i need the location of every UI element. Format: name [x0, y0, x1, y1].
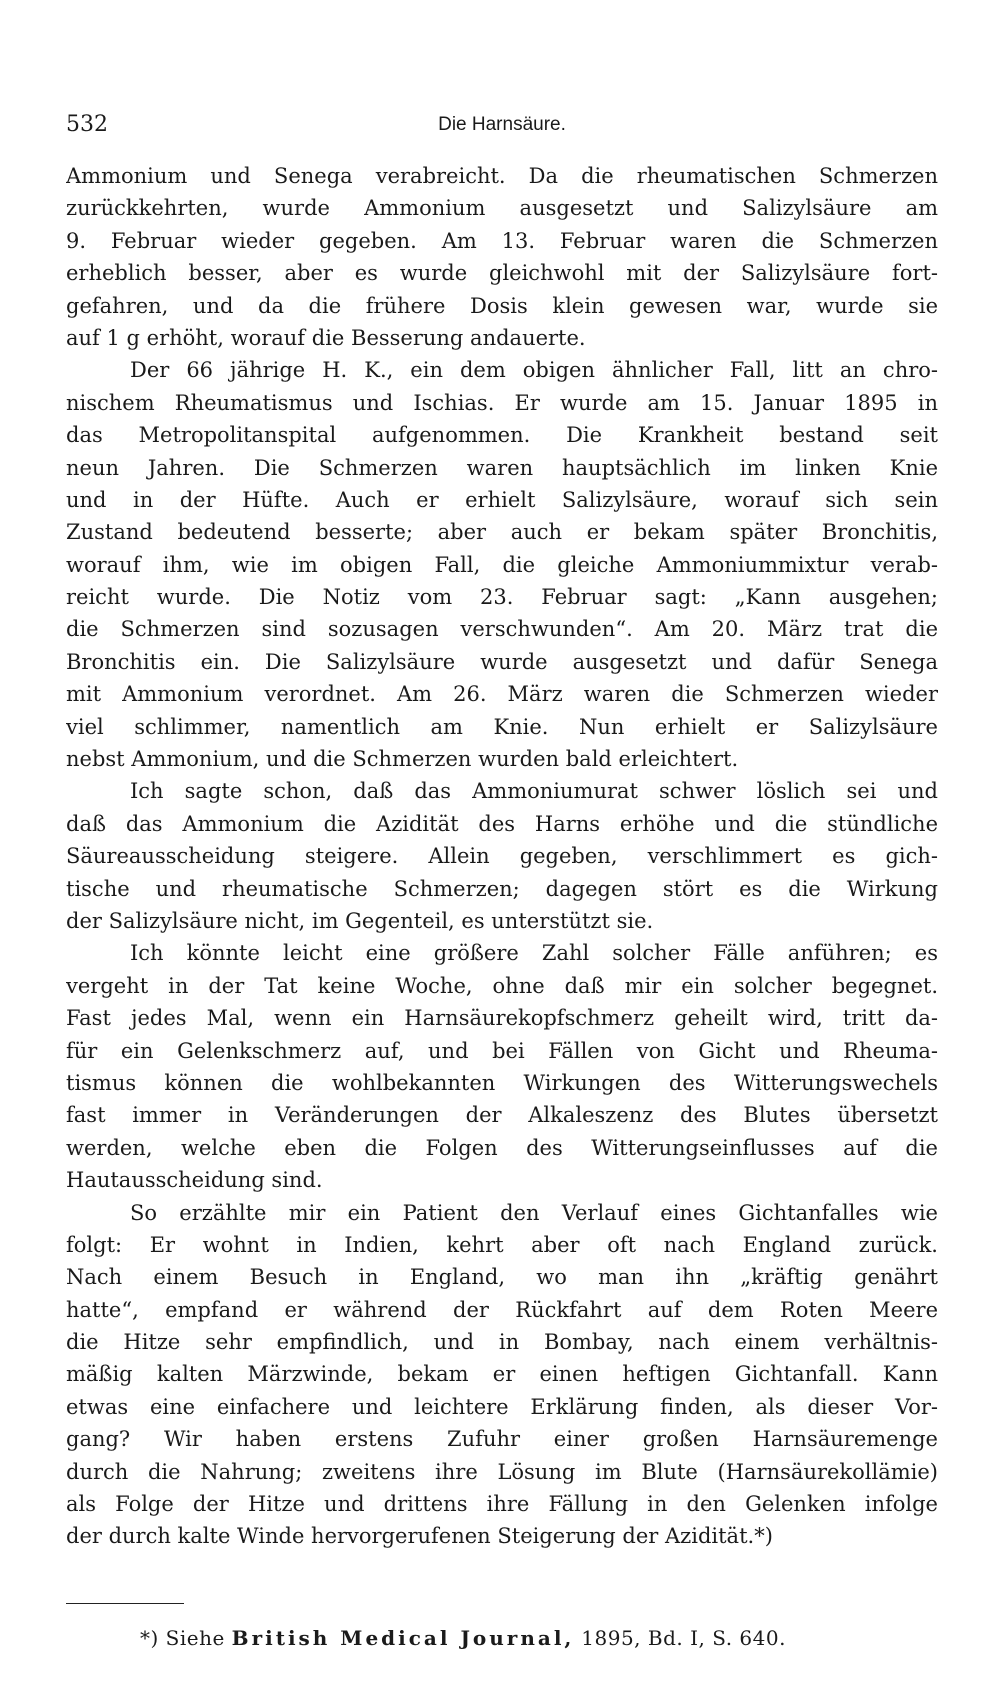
paragraph — [66, 937, 938, 1196]
text-line: Ich könnte leicht eine größere Zahl solcher Fälle anführen; es — [130, 941, 938, 966]
text-line: gang? Wir haben erstens Zufuhr einer großen Harnsäuremenge — [66, 1427, 938, 1452]
text-line: neun Jahren. Die Schmerzen waren hauptsächlich im linken Knie — [66, 455, 938, 480]
text-line: nischem Rheumatismus und Ischias. Er wurde am 15. Januar 1895 in — [66, 390, 938, 415]
footnote-divider — [66, 1603, 184, 1604]
text-line: der durch kalte Winde hervorgerufenen Steigerung der Azidität.*) — [66, 1524, 773, 1549]
text-line: mit Ammonium verordnet. Am 26. März waren die Schmerzen wieder — [66, 682, 938, 707]
text-line: als Folge der Hitze und drittens ihre Fällung in den Gelenken infolge — [66, 1492, 938, 1517]
text-line: die Hitze sehr empfindlich, und in Bombay, nach einem verhältnis- — [66, 1330, 938, 1355]
text-line: worauf ihm, wie im obigen Fall, die gleiche Ammoniummixtur verab- — [66, 552, 938, 577]
text-line: fast immer in Veränderungen der Alkaleszenz des Blutes übersetzt — [66, 1103, 938, 1128]
text-line: folgt: Er wohnt in Indien, kehrt aber oft nach England zurück. — [66, 1232, 938, 1257]
text-line: Nach einem Besuch in England, wo man ihn „kräftig genährt — [66, 1265, 938, 1290]
paragraph — [66, 354, 938, 775]
text-line: Hautausscheidung sind. — [66, 1168, 323, 1193]
text-line: 9. Februar wieder gegeben. Am 13. Februar waren die Schmerzen — [66, 228, 938, 253]
text-line: das Metropolitanspital aufgenommen. Die Krankheit bestand seit — [66, 423, 938, 448]
footnote-reference: 1895, Bd. I, S. 640. — [581, 1626, 786, 1650]
text-line: auf 1 g erhöht, worauf die Besserung andauerte. — [66, 325, 586, 350]
text-line: Ich sagte schon, daß das Ammoniumurat schwer löslich sei und — [130, 779, 938, 804]
text-line: werden, welche eben die Folgen des Witterungseinflusses auf die — [66, 1135, 938, 1160]
page-header — [66, 112, 938, 144]
paragraph — [66, 1197, 938, 1553]
paragraph — [66, 775, 938, 937]
text-line: mäßig kalten Märzwinde, bekam er einen heftigen Gichtanfall. Kann — [66, 1362, 938, 1387]
text-line: Fast jedes Mal, wenn ein Harnsäurekopfschmerz geheilt wird, tritt da- — [66, 1006, 938, 1031]
text-line: etwas eine einfachere und leichtere Erklärung finden, als dieser Vor- — [66, 1394, 938, 1419]
footnote — [140, 1626, 786, 1650]
text-line: Säureausscheidung steigere. Allein gegeben, verschlimmert es gich- — [66, 844, 938, 869]
text-line: gefahren, und da die frühere Dosis klein gewesen war, wurde sie — [66, 293, 938, 318]
text-line: tismus können die wohlbekannten Wirkungen des Witterungswechels — [66, 1070, 938, 1095]
text-line: reicht wurde. Die Notiz vom 23. Februar sagt: „Kann ausgehen; — [66, 585, 938, 610]
paragraph — [66, 160, 938, 354]
text-line: die Schmerzen sind sozusagen verschwunden“. Am 20. März trat die — [66, 617, 938, 642]
text-line: Zustand bedeutend besserte; aber auch er bekam später Bronchitis, — [66, 520, 938, 545]
text-line: erheblich besser, aber es wurde gleichwohl mit der Salizylsäure fort- — [66, 261, 938, 286]
text-line: Bronchitis ein. Die Salizylsäure wurde ausgesetzt und dafür Senega — [66, 649, 938, 674]
text-line: durch die Nahrung; zweitens ihre Lösung im Blute (Harnsäurekollämie) — [66, 1459, 938, 1484]
text-line: und in der Hüfte. Auch er erhielt Salizylsäure, worauf sich sein — [66, 487, 938, 512]
text-line: nebst Ammonium, und die Schmerzen wurden bald erleichtert. — [66, 747, 739, 772]
running-title: Die Harnsäure. — [438, 114, 566, 135]
page-number: 532 — [66, 112, 108, 137]
text-line: für ein Gelenkschmerz auf, und bei Fällen von Gicht und Rheuma- — [66, 1038, 938, 1063]
text-line: tische und rheumatische Schmerzen; dagegen stört es die Wirkung — [66, 876, 938, 901]
text-line: Ammonium und Senega verabreicht. Da die rheumatischen Schmerzen — [66, 164, 938, 188]
text-line: viel schlimmer, namentlich am Knie. Nun erhielt er Salizylsäure — [66, 714, 938, 739]
text-line: vergeht in der Tat keine Woche, ohne daß mir ein solcher begegnet. — [66, 973, 938, 998]
text-line: zurückkehrten, wurde Ammonium ausgesetzt und Salizylsäure am — [66, 196, 938, 221]
text-line: So erzählte mir ein Patient den Verlauf eines Gichtanfalles wie — [130, 1200, 938, 1225]
text-line: Der 66 jährige H. K., ein dem obigen ähnlicher Fall, litt an chro- — [130, 358, 938, 383]
text-line: daß das Ammonium die Azidität des Harns erhöhe und die stündliche — [66, 811, 938, 836]
body-text — [66, 160, 938, 1553]
footnote-marker: *) Siehe — [140, 1626, 225, 1650]
text-line: der Salizylsäure nicht, im Gegenteil, es unterstützt sie. — [66, 908, 654, 933]
footnote-journal: British Medical Journal, — [231, 1626, 575, 1650]
text-line: hatte“, empfand er während der Rückfahrt auf dem Roten Meere — [66, 1297, 938, 1322]
